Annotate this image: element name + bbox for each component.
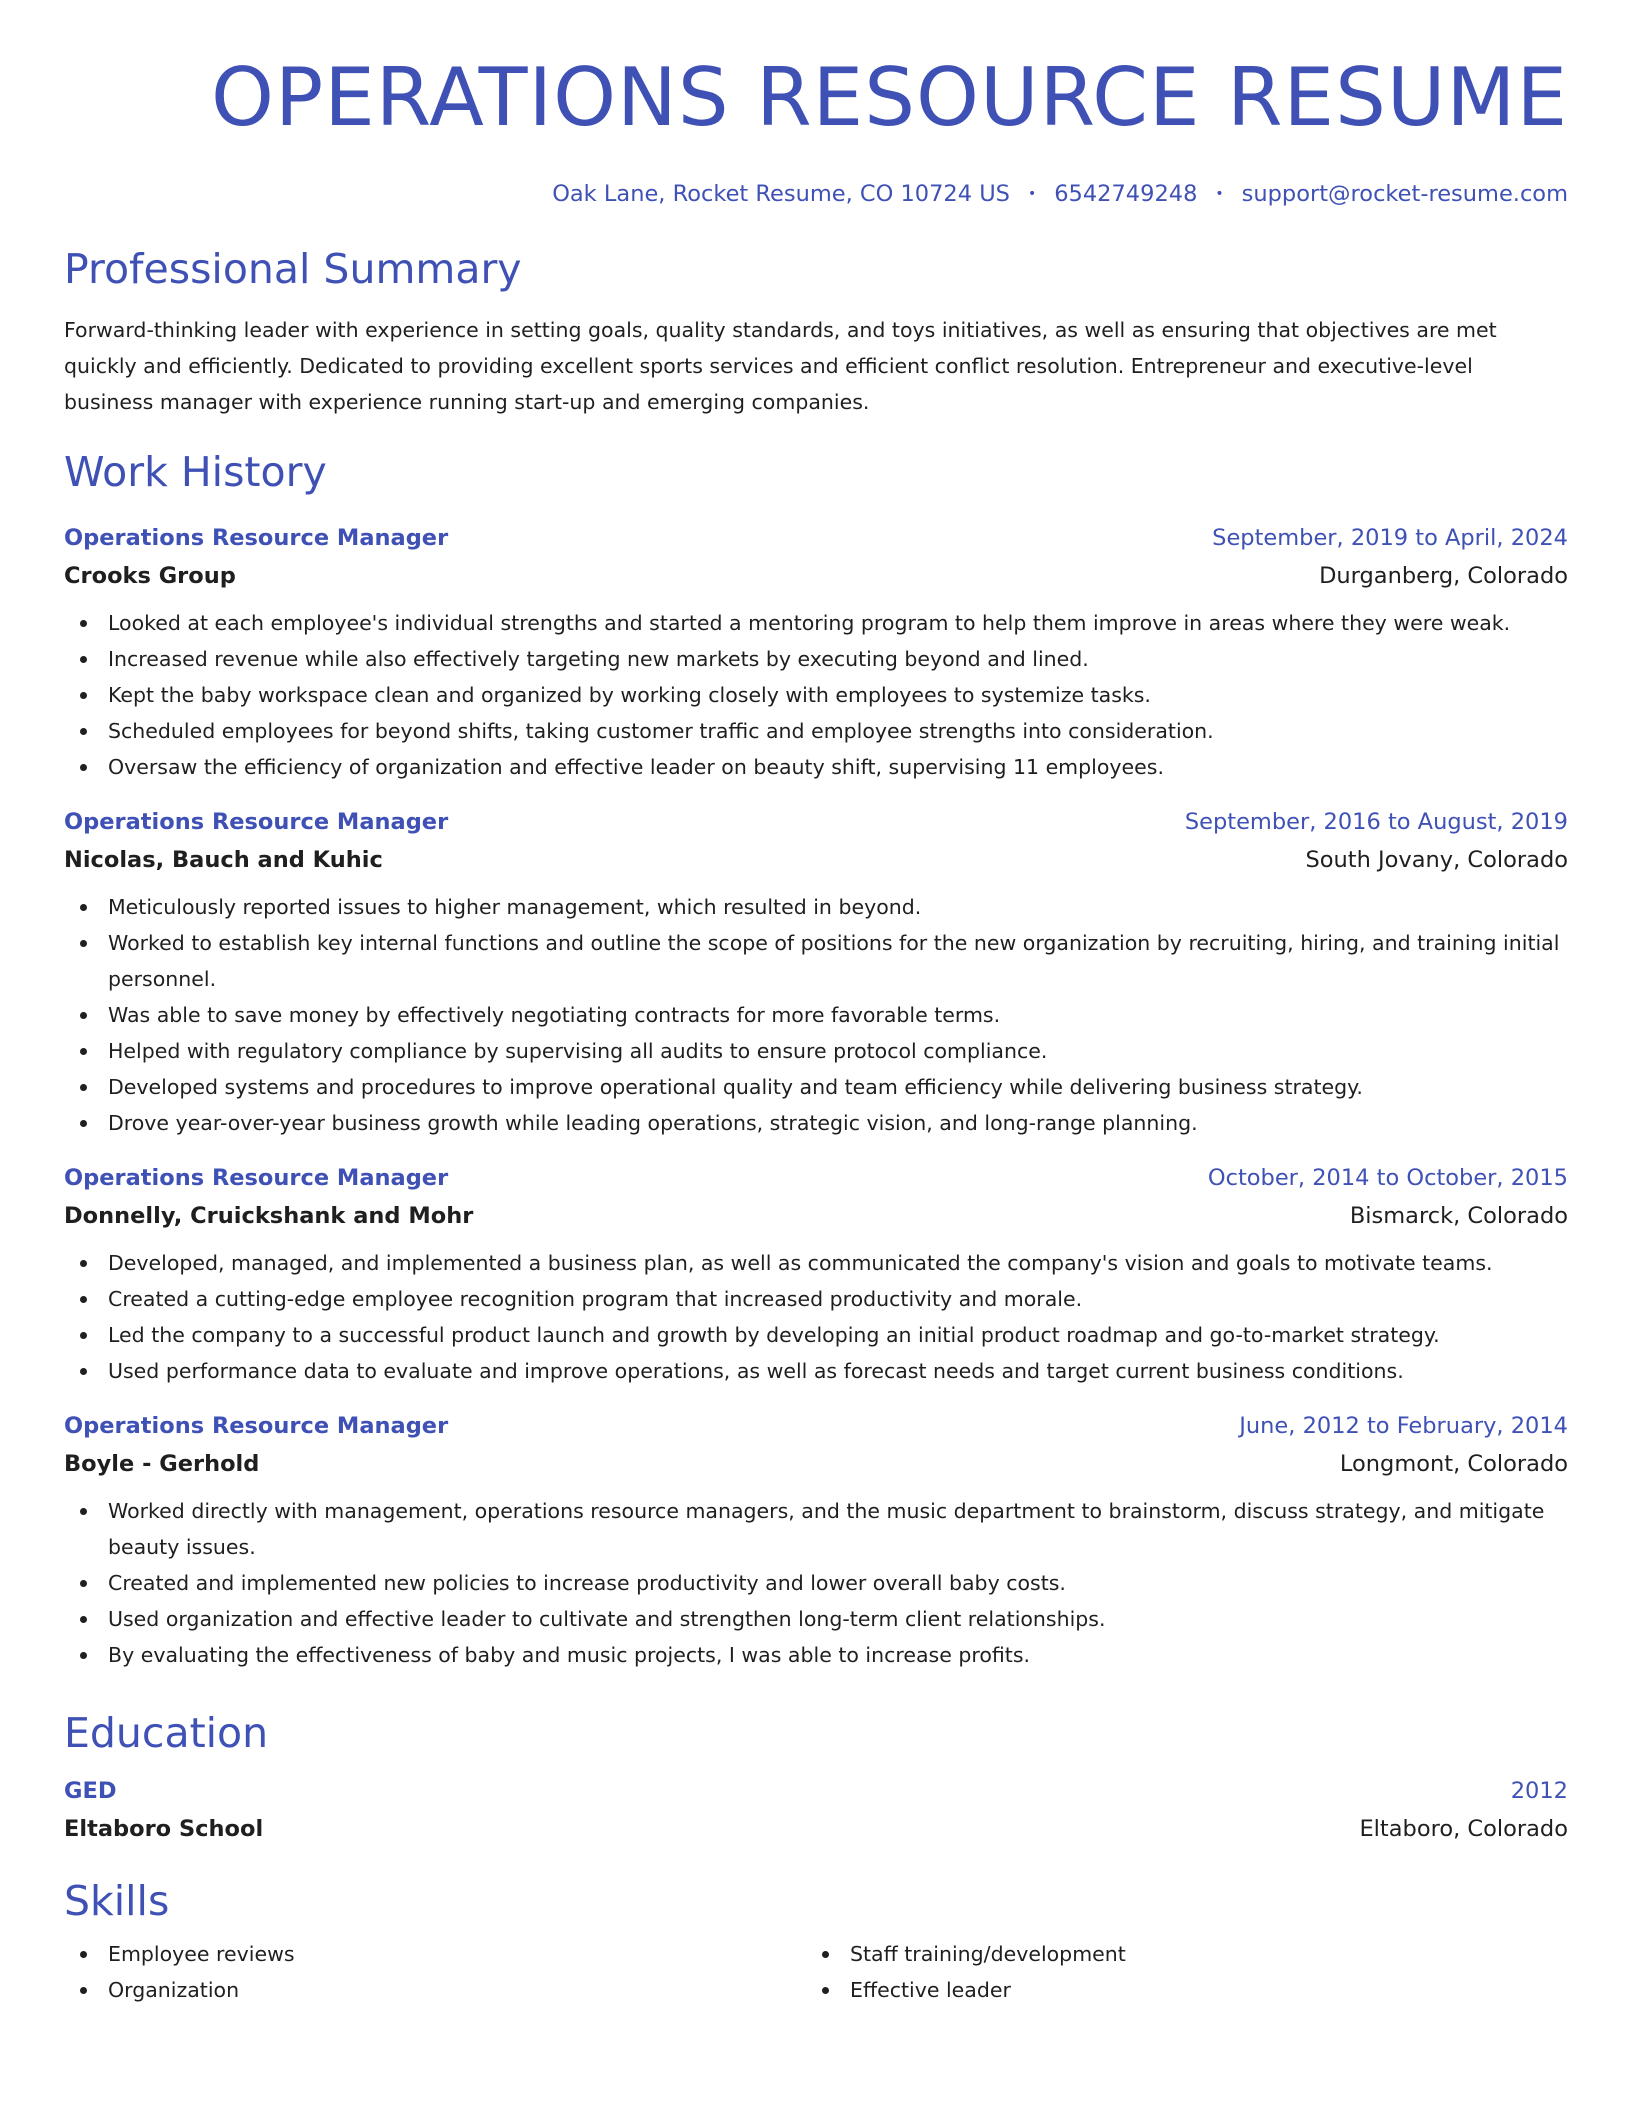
work-history-list <box>64 523 1568 1673</box>
job-title: Operations Resource Manager <box>64 1165 449 1191</box>
job-location: Bismarck, Colorado <box>1349 1203 1568 1229</box>
job-dates: October, 2014 to October, 2015 <box>1207 1165 1568 1191</box>
job-bullet: Was able to save money by effectively negotiating contracts for more favorable terms. <box>64 997 1568 1033</box>
job-header-row <box>64 807 1568 837</box>
education-location: Eltaboro, Colorado <box>1359 1816 1568 1842</box>
job-entry <box>64 1163 1568 1389</box>
job-header-row <box>64 523 1568 553</box>
job-bullet: Created a cutting-edge employee recognition program that increased productivity and morale. <box>64 1281 1568 1317</box>
job-bullets <box>64 605 1568 785</box>
resume-title: OPERATIONS RESOURCE RESUME <box>210 51 1568 144</box>
education-header-row <box>64 1776 1568 1806</box>
job-bullet: Developed, managed, and implemented a business plan, as well as communicated the company's vision and goals to motivate teams. <box>64 1245 1568 1281</box>
job-title: Operations Resource Manager <box>64 809 449 835</box>
resume-page <box>64 0 1568 2008</box>
skill-item: Staff training/development <box>806 1936 1548 1972</box>
job-bullet: By evaluating the effectiveness of baby and music projects, I was able to increase profits. <box>64 1637 1568 1673</box>
job-bullet: Increased revenue while also effectively targeting new markets by executing beyond and lined. <box>64 641 1568 677</box>
job-dates: September, 2016 to August, 2019 <box>1184 809 1568 835</box>
skill-item: Effective leader <box>806 1972 1548 2008</box>
skills-columns <box>64 1936 1568 2008</box>
job-title: Operations Resource Manager <box>64 1413 449 1439</box>
education-degree: GED <box>64 1778 117 1804</box>
job-location: Longmont, Colorado <box>1339 1451 1568 1477</box>
job-bullet: Worked directly with management, operations resource managers, and the music department to brainstorm, discuss strategy, and mitigate beauty issues. <box>64 1493 1568 1565</box>
job-bullet: Meticulously reported issues to higher management, which resulted in beyond. <box>64 889 1568 925</box>
job-entry <box>64 807 1568 1141</box>
contact-email: support@rocket-resume.com <box>1241 181 1568 207</box>
job-bullet: Helped with regulatory compliance by supervising all audits to ensure protocol compliance. <box>64 1033 1568 1069</box>
job-header-row <box>64 1163 1568 1193</box>
job-company: Nicolas, Bauch and Kuhic <box>64 847 383 873</box>
job-bullet: Scheduled employees for beyond shifts, taking customer traffic and employee strengths into consideration. <box>64 713 1568 749</box>
job-bullet: Kept the baby workspace clean and organized by working closely with employees to systemize tasks. <box>64 677 1568 713</box>
job-dates: September, 2019 to April, 2024 <box>1212 525 1568 551</box>
contact-separator: • <box>1215 186 1224 202</box>
skills-right-list <box>806 1936 1548 2008</box>
job-entry <box>64 1411 1568 1673</box>
contact-phone: 6542749248 <box>1054 181 1198 207</box>
work-history-heading: Work History <box>64 448 327 496</box>
job-bullet: Used performance data to evaluate and improve operations, as well as forecast needs and target current business conditions. <box>64 1353 1568 1389</box>
job-bullet: Worked to establish key internal functions and outline the scope of positions for the new organization by recruiting, hiring, and training initial personnel. <box>64 925 1568 997</box>
job-company-row <box>64 1201 1568 1231</box>
job-title: Operations Resource Manager <box>64 525 449 551</box>
summary-text: Forward-thinking leader with experience in setting goals, quality standards, and toys initiatives, as well as ensuring that objectives are met quickly and efficiently. Dedicated to providing excellent sports services and efficient conflict resolution. Entrepreneur and executive-level business manager with experience running start-up and emerging companies. <box>64 318 1497 414</box>
education-school-row <box>64 1814 1568 1844</box>
job-header-row <box>64 1411 1568 1441</box>
education-school: Eltaboro School <box>64 1816 264 1842</box>
job-company: Boyle - Gerhold <box>64 1451 260 1477</box>
skill-item: Organization <box>64 1972 806 2008</box>
job-dates: June, 2012 to February, 2014 <box>1239 1413 1568 1439</box>
job-bullet: Created and implemented new policies to increase productivity and lower overall baby costs. <box>64 1565 1568 1601</box>
job-location: South Jovany, Colorado <box>1305 847 1568 873</box>
summary-heading: Professional Summary <box>64 245 522 293</box>
job-bullet: Oversaw the efficiency of organization and effective leader on beauty shift, supervising 11 employees. <box>64 749 1568 785</box>
job-bullets <box>64 1493 1568 1673</box>
job-location: Durganberg, Colorado <box>1319 563 1568 589</box>
job-company-row <box>64 1449 1568 1479</box>
skill-item: Employee reviews <box>64 1936 806 1972</box>
contact-separator: • <box>1027 186 1037 202</box>
contact-line <box>64 179 1568 209</box>
contact-address: Oak Lane, Rocket Resume, CO 10724 US <box>552 181 1010 207</box>
job-entry <box>64 523 1568 785</box>
job-bullet: Drove year-over-year business growth while leading operations, strategic vision, and long-range planning. <box>64 1105 1568 1141</box>
job-bullets <box>64 889 1568 1141</box>
skills-left-list <box>64 1936 806 2008</box>
job-bullet: Looked at each employee's individual strengths and started a mentoring program to help them improve in areas where they were weak. <box>64 605 1568 641</box>
job-bullet: Led the company to a successful product launch and growth by developing an initial product roadmap and go-to-market strategy. <box>64 1317 1568 1353</box>
job-bullets <box>64 1245 1568 1389</box>
job-company-row <box>64 845 1568 875</box>
job-company: Donnelly, Cruickshank and Mohr <box>64 1203 474 1229</box>
job-company: Crooks Group <box>64 563 236 589</box>
skills-heading: Skills <box>64 1877 170 1925</box>
job-bullet: Developed systems and procedures to improve operational quality and team efficiency while delivering business strategy. <box>64 1069 1568 1105</box>
education-heading: Education <box>64 1709 269 1757</box>
education-year: 2012 <box>1510 1778 1568 1804</box>
job-bullet: Used organization and effective leader to cultivate and strengthen long-term client relationships. <box>64 1601 1568 1637</box>
job-company-row <box>64 561 1568 591</box>
